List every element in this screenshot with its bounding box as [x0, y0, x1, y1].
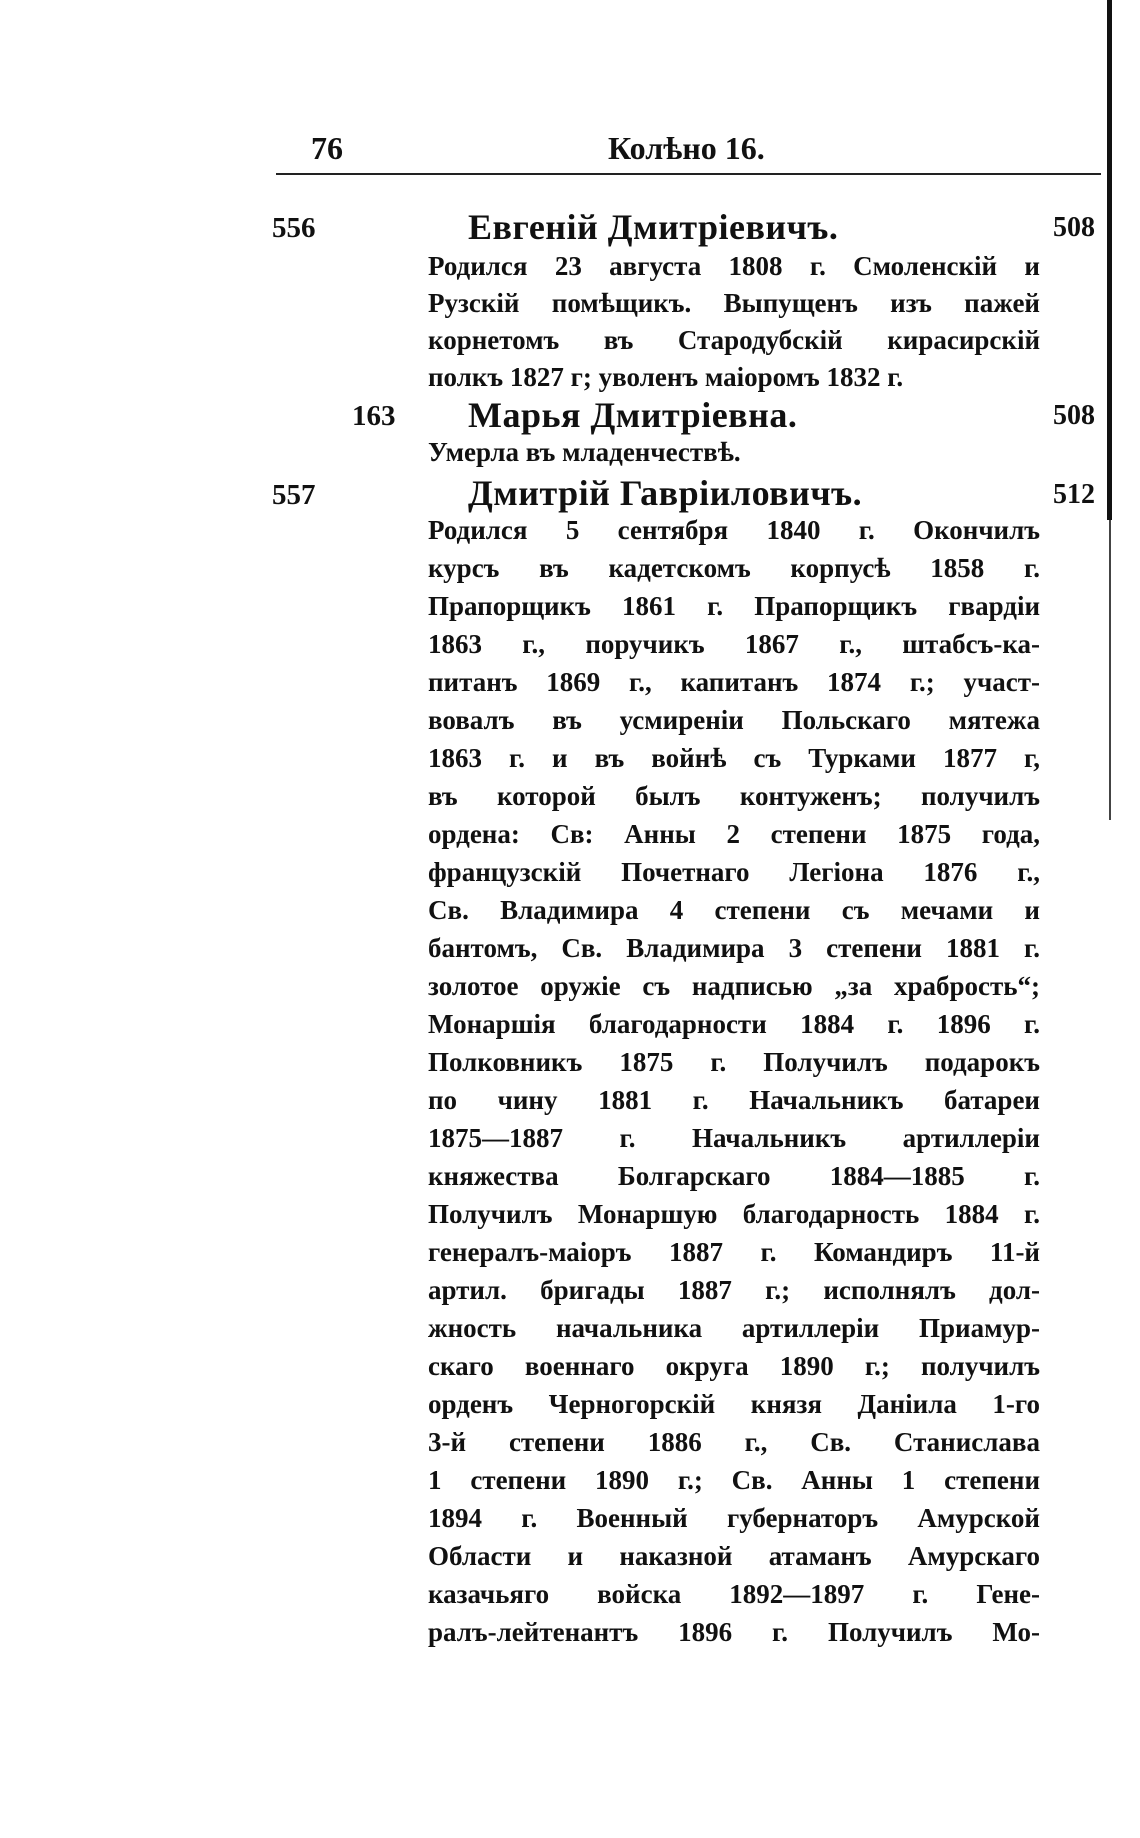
text-line: Получилъ Монаршую благодарность 1884 г. — [428, 1199, 1040, 1229]
text-line: ралъ-лейтенантъ 1896 г. Получилъ Мо- — [428, 1617, 1040, 1647]
text-line: Прапорщикъ 1861 г. Прапорщикъ гвардіи — [428, 591, 1040, 621]
page-edge-rule — [1107, 0, 1112, 520]
text-line: питанъ 1869 г., капитанъ 1874 г.; участ- — [428, 667, 1040, 697]
entry-number: 556 — [272, 212, 316, 244]
entry-name: Евгеній Дмитріевичъ. — [468, 207, 839, 247]
text-line: 3-й степени 1886 г., Св. Станислава — [428, 1427, 1040, 1457]
text-line: 1 степени 1890 г.; Св. Анны 1 степени — [428, 1465, 1040, 1495]
text-line: 1894 г. Военный губернаторъ Амурской — [428, 1503, 1040, 1533]
text-line: Полковникъ 1875 г. Получилъ подарокъ — [428, 1047, 1040, 1077]
running-title: Колѣно 16. — [608, 130, 765, 166]
entry-name: Дмитрій Гавріиловичъ. — [468, 473, 863, 513]
text-line: Св. Владимира 4 степени съ мечами и — [428, 895, 1040, 925]
generation-ref: 508 — [1053, 212, 1095, 243]
text-line: 1863 г. и въ войнѣ съ Турками 1877 г, — [428, 743, 1040, 773]
text-line: корнетомъ въ Стародубскій кирасирскій — [428, 325, 1040, 355]
text-line: золотое оружіе съ надписью „за храбрость“; — [428, 971, 1040, 1001]
text-line: въ которой былъ контуженъ; получилъ — [428, 781, 1040, 811]
text-line: Монаршія благодарности 1884 г. 1896 г. — [428, 1009, 1040, 1039]
text-line: казачьяго войска 1892—1897 г. Гене- — [428, 1579, 1040, 1609]
text-line: Умерла въ младенчествѣ. — [428, 437, 741, 467]
page-edge-rule-lower — [1109, 520, 1111, 820]
generation-ref: 512 — [1053, 479, 1095, 510]
text-line: Родился 5 сентября 1840 г. Окончилъ — [428, 515, 1040, 545]
text-line: 1863 г., поручикъ 1867 г., штабсъ-ка- — [428, 629, 1040, 659]
page-header — [276, 130, 1101, 172]
text-line: княжества Болгарскаго 1884—1885 г. — [428, 1161, 1040, 1191]
text-line: орденъ Черногорскій князя Даніила 1-го — [428, 1389, 1040, 1419]
text-line: бантомъ, Св. Владимира 3 степени 1881 г. — [428, 933, 1040, 963]
page-number: 76 — [311, 130, 343, 166]
text-line: генералъ-маіоръ 1887 г. Командиръ 11-й — [428, 1237, 1040, 1267]
text-line: ордена: Св: Анны 2 степени 1875 года, — [428, 819, 1040, 849]
text-line: Области и наказной атаманъ Амурскаго — [428, 1541, 1040, 1571]
text-line: полкъ 1827 г; уволенъ маіоромъ 1832 г. — [428, 362, 904, 392]
text-line: Родился 23 августа 1808 г. Смоленскій и — [428, 251, 1040, 281]
text-line: по чину 1881 г. Начальникъ батареи — [428, 1085, 1040, 1115]
header-divider — [276, 173, 1101, 175]
generation-ref: 508 — [1053, 400, 1095, 431]
text-line: курсъ въ кадетскомъ корпусѣ 1858 г. — [428, 553, 1040, 583]
text-line: 1875—1887 г. Начальникъ артиллеріи — [428, 1123, 1040, 1153]
text-line: Рузскій помѣщикъ. Выпущенъ изъ пажей — [428, 288, 1040, 318]
entry-number: 557 — [272, 479, 316, 511]
text-line: вовалъ въ усмиреніи Польскаго мятежа — [428, 705, 1040, 735]
text-line: французскій Почетнаго Легіона 1876 г., — [428, 857, 1040, 887]
text-line: артил. бригады 1887 г.; исполнялъ дол- — [428, 1275, 1040, 1305]
entry-name: Марья Дмитріевна. — [468, 395, 798, 435]
entry-number: 163 — [352, 400, 396, 432]
text-line: жность начальника артиллеріи Приамур- — [428, 1313, 1040, 1343]
text-line: скаго военнаго округа 1890 г.; получилъ — [428, 1351, 1040, 1381]
